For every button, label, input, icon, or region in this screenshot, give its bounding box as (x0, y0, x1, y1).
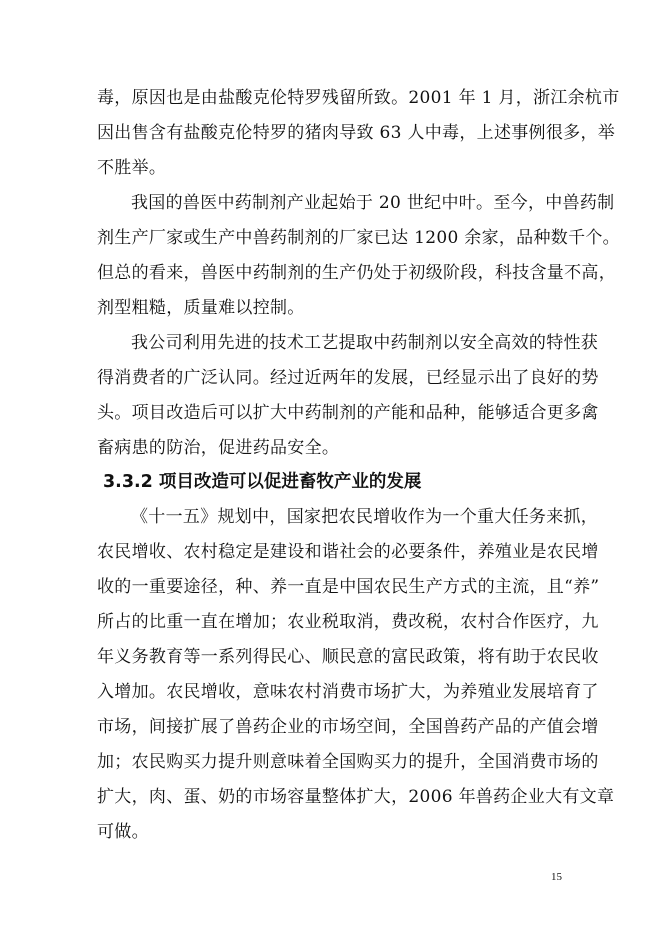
text-line: 剂型粗糙，质量难以控制。 (97, 298, 305, 318)
text-line: 我国的兽医中药制剂产业起始于 20 世纪中叶。至今，中兽药制 (131, 193, 615, 213)
text-line: 收的一重要途径，种、养一直是中国农民生产方式的主流，且“养” (97, 577, 600, 597)
text-line: 扩大，肉、蛋、奶的市场容量整体扩大，2006 年兽药企业大有文章 (97, 787, 615, 807)
text-line: 年义务教育等一系列得民心、顺民意的富民政策，将有助于农民收 (97, 647, 599, 667)
text-line: 不胜举。 (97, 158, 167, 178)
text-line: 但总的看来，兽医中药制剂的生产仍处于初级阶段，科技含量不高， (97, 263, 616, 283)
text-line: 畜病患的防治，促进药品安全。 (97, 438, 340, 458)
text-line: 得消费者的广泛认同。经过近两年的发展，已经显示出了良好的势 (97, 368, 599, 388)
text-line: 入增加。农民增收，意味农村消费市场扩大，为养殖业发展培育了 (97, 682, 599, 702)
page-number: 15 (551, 871, 562, 883)
text-line: 可做。 (97, 822, 149, 842)
text-line: 农民增收、农村稳定是建设和谐社会的必要条件，养殖业是农民增 (97, 542, 599, 562)
text-line: 毒，原因也是由盐酸克伦特罗残留所致。2001 年 1 月，浙江余杭市 (97, 88, 620, 108)
section-heading: 3.3.2 项目改造可以促进畜牧产业的发展 (103, 472, 422, 492)
text-line: 《十一五》规划中，国家把农民增收作为一个重大任务来抓， (131, 507, 599, 527)
text-line: 所占的比重一直在增加；农业税取消，费改税，农村合作医疗，九 (97, 612, 599, 632)
text-line: 加；农民购买力提升则意味着全国购买力的提升，全国消费市场的 (97, 752, 599, 772)
text-line: 剂生产厂家或生产中兽药制剂的厂家已达 1200 余家，品种数千个。 (97, 228, 620, 248)
text-line: 市场，间接扩展了兽药企业的市场空间，全国兽药产品的产值会增 (97, 717, 599, 737)
text-line: 因出售含有盐酸克伦特罗的猪肉导致 63 人中毒，上述事例很多，举 (97, 123, 616, 143)
text-line: 我公司利用先进的技术工艺提取中药制剂以安全高效的特性获 (131, 333, 599, 353)
text-line: 头。项目改造后可以扩大中药制剂的产能和品种，能够适合更多禽 (97, 403, 599, 423)
